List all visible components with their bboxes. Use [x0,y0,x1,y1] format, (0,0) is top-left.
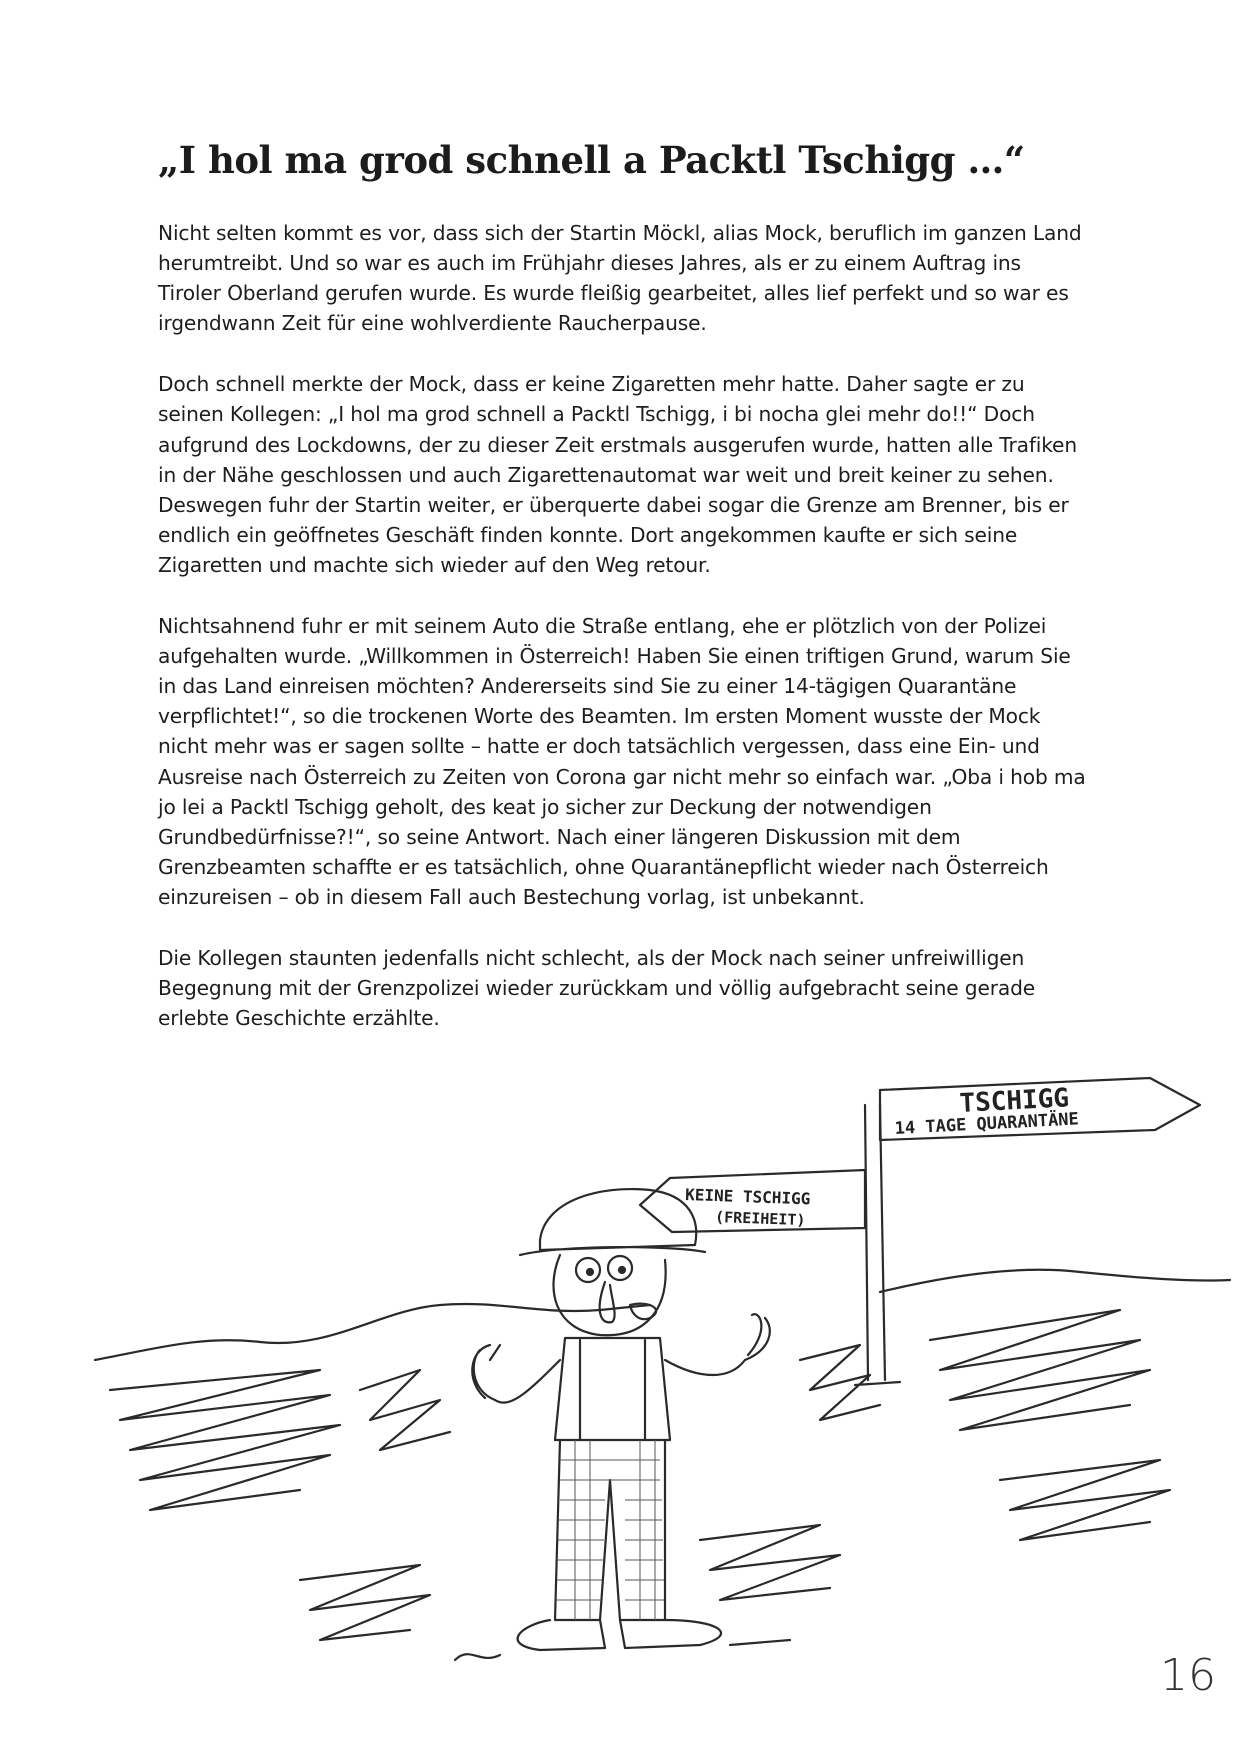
sign-right-line2: 14 TAGE QUARANTÄNE [894,1109,1080,1139]
character-arm-left [495,1360,560,1403]
paragraph-4: Die Kollegen staunten jedenfalls nicht schlecht, als der Mock nach seiner unfreiwilligen Begegnung mit der Grenzpolizei wieder zurückkam und völlig aufgebracht seine gerade erlebte Geschichte erzählte. [158,945,1036,1031]
character-boot-left [518,1620,605,1650]
scribble-left [110,1370,450,1510]
character-arm-right [665,1360,745,1375]
article-body [158,218,1088,1064]
scribble-right [800,1310,1170,1540]
character-body [555,1338,670,1440]
character-hat [520,1189,705,1255]
cartoon-illustration [0,1060,1241,1740]
horizon-line [95,1270,1230,1360]
page-number: 16 [1160,1650,1216,1701]
page-title: „I hol ma grod schnell a Packtl Tschigg …“ [158,138,1025,182]
character-suspenders [580,1340,645,1440]
paragraph-1: Nicht selten kommt es vor, dass sich der Startin Möckl, alias Mock, beruflich im ganzen Land herumtreibt. Und so war es auch im Frühjahr dieses Jahres, als er zu einem Auftrag ins Tiroler Oberland gerufen wurde. Es wurde fleißig gearbeitet, alles lief perfekt und so war es irgendwann Zeit für eine wohlverdiente Raucherpause. [158,221,1082,336]
sign-left-line1: KEINE TSCHIGG [684,1185,811,1209]
ground-line [455,1640,790,1660]
sign-left-line2: (FREIHEIT) [714,1208,806,1230]
scribble-lower [300,1525,840,1640]
character-boot-right [620,1620,721,1648]
character-nose [600,1282,615,1322]
character-hand-left [472,1345,500,1400]
signpost-pole [855,1105,900,1385]
paragraph-2: Doch schnell merkte der Mock, dass er keine Zigaretten mehr hatte. Daher sagte er zu seinen Kollegen: „I hol ma grod schnell a Packtl Tschigg, i bi nocha glei mehr do!!“ Doch aufgrund des Lockdowns, der zu dieser Zeit erstmals ausgerufen wurde, hatten alle Trafiken in der Nähe geschlossen und auch Zigarettenautomat war weit und breit keiner zu sehen. Deswegen fuhr der Startin weiter, er überquerte dabei sogar die Grenze am Brenner, bis er endlich ein geöffnetes Geschäft finden konnte. Dort angekommen kaufte er sich seine Zigaretten und machte sich wieder auf den Weg retour. [158,372,1077,577]
sign-right-line1: TSCHIGG [958,1083,1070,1119]
character-legs [555,1440,665,1620]
paragraph-3: Nichtsahnend fuhr er mit seinem Auto die Straße entlang, ehe er plötzlich von der Polizei aufgehalten wurde. „Willkommen in Österreich! Haben Sie einen triftigen Grund, warum Sie in das Land einreisen möchten? Andererseits sind Sie zu einer 14-tägigen Quarantäne verpflichtet!“, so die trockenen Worte des Beamten. Im ersten Moment wusste der Mock nicht mehr was er sagen sollte – hatte er doch tatsächlich vergessen, dass eine Ein- und Ausreise nach Österreich zu Zeiten von Corona gar nicht mehr so einfach war. „Oba i hob ma jo lei a Packtl Tschigg geholt, des keat jo sicher zur Deckung der notwendigen Grundbedürfnisse?!“, so seine Antwort. Nach einer längeren Diskussion mit dem Grenzbeamten schaffte er es tatsächlich, ohne Quarantänepflicht wieder nach Österreich einzureisen – ob in diesem Fall auch Bestechung vorlag, ist unbekannt. [158,614,1086,909]
character-hand-right [745,1314,770,1360]
